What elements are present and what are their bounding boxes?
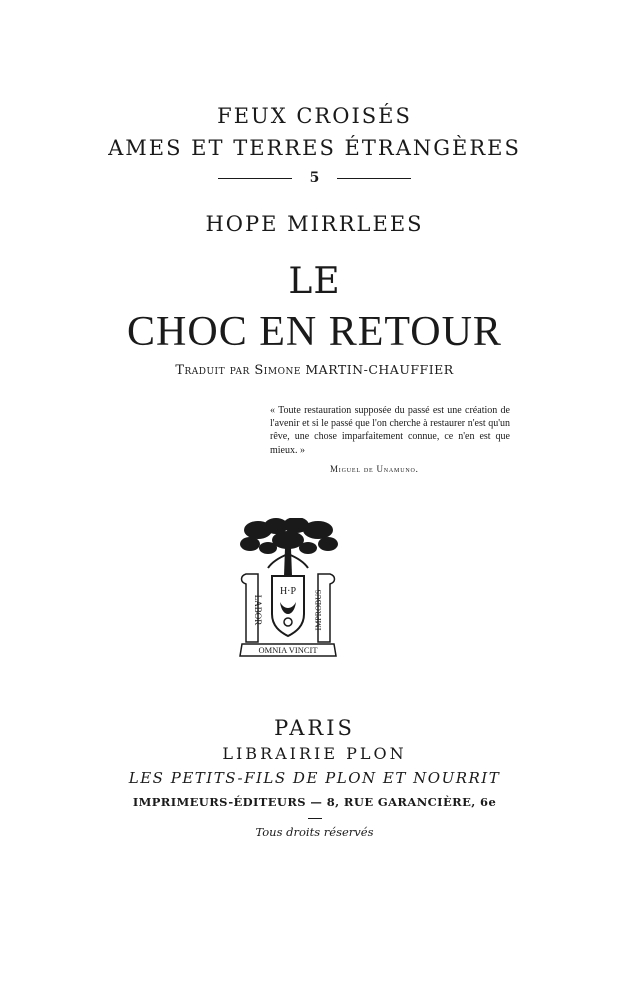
translator-prefix: Traduit par Simone [175,363,301,378]
epigraph-author: Miguel de Unamuno. [330,464,419,474]
publisher-line-2: LES PETITS-FILS DE PLON ET NOURRIT [128,769,501,787]
series-name: FEUX CROISÉS [217,104,412,128]
left-rule [218,178,292,179]
volume-row [0,168,629,188]
title-line-1: LE [288,261,341,302]
translator-name: MARTIN-CHAUFFIER [305,362,454,377]
imprint-city: PARIS [274,716,355,740]
collection-name: AMES ET TERRES ÉTRANGÈRES [108,136,521,160]
emblem-bottom-banner: OMNIA VINCIT [258,645,318,655]
emblem-right-banner: IMPROBUS [314,589,323,631]
author-name: HOPE MIRRLEES [205,212,424,236]
epigraph-text: « Toute restauration supposée du passé est une création de l'avenir et si le passé que l'on cherche à restaurer n'est qu'un rêve, une chose imparfaitement connue, ce n'en est que mieux. » [270,405,510,456]
publisher-address: IMPRIMEURS-ÉDITEURS — 8, RUE GARANCIÈRE, 6e [132,795,497,809]
emblem-monogram: H·P [279,586,297,597]
publisher-name: LIBRAIRIE PLON [222,744,407,763]
rights-notice: Tous droits réservés [255,825,374,839]
emblem-left-banner: LABOR [253,594,263,626]
volume-number: 5 [309,170,320,186]
title-line-2: CHOC EN RETOUR [127,309,502,355]
separator-rule [308,818,322,819]
printer-mark-tree-emblem [238,518,338,660]
translator-credit [0,362,629,379]
right-rule [337,178,411,179]
